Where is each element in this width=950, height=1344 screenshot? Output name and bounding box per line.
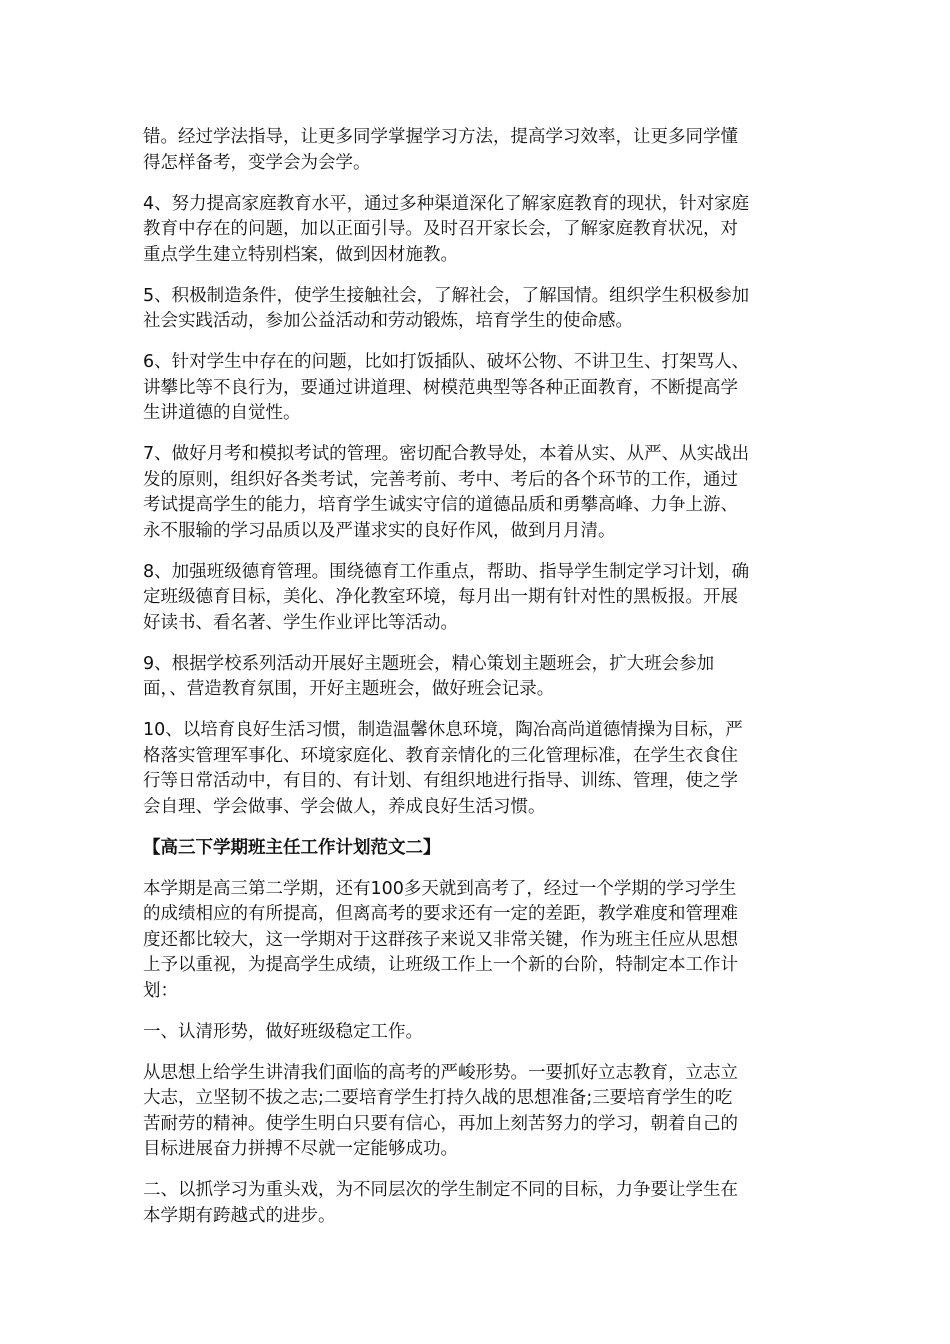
- text-line: 行等日常活动中，有目的、有计划、有组织地进行指导、训练、管理，使之学: [143, 771, 738, 791]
- text-line: 生讲道德的自觉性。: [143, 403, 301, 423]
- paragraph-item-10: [143, 718, 809, 820]
- text-line: 4、努力提高家庭教育水平，通过多种渠道深化了解家庭教育的现状，针对家庭: [143, 193, 750, 214]
- text-line: 的成绩相应的有所提高，但离高考的要求还有一定的差距，教学难度和管理难: [143, 904, 738, 924]
- paragraph-intro: [143, 877, 809, 1005]
- paragraph-item-8: [143, 560, 809, 637]
- text-line: 错。经过学法指导，让更多同学掌握学习方法，提高学习效率，让更多同学懂: [143, 127, 738, 147]
- text-line: 上予以重视，为提高学生成绩，让班级工作上一个新的台阶，特制定本工作计: [143, 955, 738, 975]
- text-line: 本学期有跨越式的进步。: [143, 1205, 336, 1226]
- text-line: 讲攀比等不良行为，要通过讲道理、树模范典型等各种正面教育，不断提高学: [143, 377, 738, 398]
- text-line: 重点学生建立特别档案，做到因材施教。: [143, 244, 458, 265]
- text-line: 考试提高学生的能力，培育学生诚实守信的道德品质和勇攀高峰、力争上游、: [143, 495, 738, 515]
- text-line: 苦耐劳的精神。使学生明白只要有信心，再加上刻苦努力的学习，朝着自己的: [143, 1113, 738, 1134]
- text-line: 5、积极制造条件，使学生接触社会，了解社会，了解国情。组织学生积极参加: [143, 285, 750, 306]
- paragraph-item-5: [143, 284, 809, 335]
- text-line: 目标进展奋力拼搏不尽就一定能够成功。: [143, 1139, 458, 1159]
- paragraph-point-1-title: [143, 1020, 809, 1046]
- paragraph-item-7: [143, 442, 809, 544]
- text-line: 8、加强班级德育管理。围绕德育工作重点，帮助、指导学生制定学习计划，确: [143, 561, 750, 582]
- text-line: 大志，立坚韧不拔之志;二要培育学生打持久战的思想准备;三要培育学生的吃: [143, 1088, 733, 1108]
- document-body: [143, 125, 809, 1245]
- section-heading: [143, 836, 809, 862]
- text-line: 会自理、学会做事、学会做人，养成良好生活习惯。: [143, 796, 546, 817]
- text-line: 一、认清形势，做好班级稳定工作。: [143, 1021, 423, 1042]
- text-line: 7、做好月考和模拟考试的管理。密切配合教导处，本着从实、从严、从实战出: [143, 444, 750, 464]
- heading-text: 【高三下学期班主任工作计划范文二】: [143, 837, 441, 858]
- paragraph-item-4: [143, 192, 809, 269]
- paragraph-item-9: [143, 652, 809, 703]
- paragraph-item-6: [143, 350, 809, 427]
- text-line: 面，、营造教育氛围，开好主题班会，做好班会记录。: [143, 679, 555, 699]
- text-line: 从思想上给学生讲清我们面临的高考的严峻形势。一要抓好立志教育，立志立: [143, 1062, 738, 1083]
- text-line: 社会实践活动，参加公益活动和劳动锻炼，培育学生的使命感。: [143, 311, 633, 331]
- paragraph-continuation: [143, 125, 809, 176]
- text-line: 定班级德育目标，美化、净化教室环境，每月出一期有针对性的黑板报。开展: [143, 587, 738, 607]
- paragraph-point-2: [143, 1178, 809, 1229]
- text-line: 格落实管理军事化、环境家庭化、教育亲情化的三化管理标准，在学生衣食住: [143, 745, 738, 766]
- text-line: 6、针对学生中存在的问题，比如打饭插队、破坏公物、不讲卫生、打架骂人、: [143, 352, 750, 372]
- text-line: 发的原则，组织好各类考试，完善考前、考中、考后的各个环节的工作，通过: [143, 469, 738, 490]
- text-line: 度还都比较大，这一学期对于这群孩子来说又非常关键，作为班主任应从思想: [143, 929, 738, 950]
- text-line: 9、根据学校系列活动开展好主题班会，精心策划主题班会，扩大班会参加: [143, 653, 715, 674]
- text-line: 教育中存在的问题，加以正面引导。及时召开家长会，了解家庭教育状况，对: [143, 219, 738, 239]
- text-line: 本学期是高三第二学期，还有100多天就到高考了，经过一个学期的学习学生: [143, 878, 737, 899]
- paragraph-point-1-body: [143, 1061, 809, 1163]
- text-line: 10、以培育良好生活习惯，制造温馨休息环境，陶冶高尚道德情操为目标，严: [143, 720, 743, 740]
- text-line: 好读书、看名著、学生作业评比等活动。: [143, 612, 458, 633]
- text-line: 得怎样备考，变学会为会学。: [143, 152, 371, 173]
- text-line: 划：: [143, 980, 178, 1001]
- text-line: 永不服输的学习品质以及严谨求实的良好作风，做到月月清。: [143, 520, 616, 541]
- text-line: 二、以抓学习为重头戏，为不同层次的学生制定不同的目标，力争要让学生在: [143, 1180, 738, 1200]
